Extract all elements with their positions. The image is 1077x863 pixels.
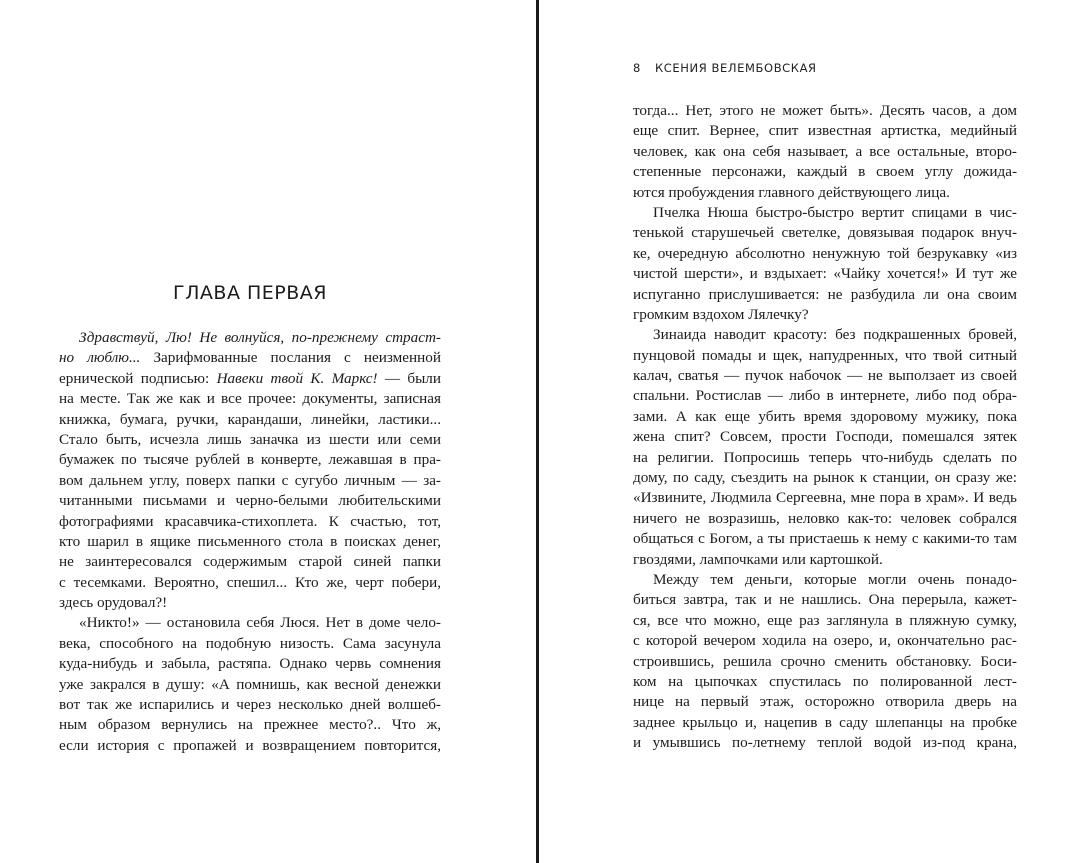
text-line — [633, 570, 1017, 590]
text-line — [59, 348, 441, 368]
text-line — [59, 430, 441, 450]
text-run: спальни. Ростислав — либо в интернете, либо под обра- — [633, 387, 1017, 405]
text-run: бумажек по тысяче рублей в конверте, лежавшая в пра- — [59, 451, 441, 469]
text-run: чистой шерсти», и вздыхает: «Чайку хочется!» И тут же — [633, 265, 1017, 283]
text-line — [59, 328, 441, 348]
text-run: калач, сватья — пучок набочок — не выползает из своей — [633, 367, 1017, 385]
text-line — [633, 346, 1017, 366]
text-run: Зарифмованные послания с неизменной — [140, 349, 441, 367]
text-run: ным образом вернулись на прежнее место?.. Что ж, — [59, 716, 441, 734]
text-line — [633, 488, 1017, 508]
text-run: читанными письмами и черно-белыми любительскими — [59, 492, 441, 510]
text-run: «Извините, Людмила Сергеевна, мне пора в храм». И ведь — [633, 489, 1017, 507]
text-line — [633, 692, 1017, 712]
text-run: и умывшись по-летнему теплой водой из-под крана, — [633, 734, 1017, 752]
text-run: «Никто!» — остановила себя Люся. Нет в доме чело- — [79, 614, 441, 632]
text-line — [59, 512, 441, 532]
text-line — [633, 305, 1017, 325]
text-line — [59, 593, 441, 613]
text-run: если история с пропажей и возвращением повторится, — [59, 736, 441, 754]
text-run: громким вздохом Лялечку? — [633, 305, 809, 323]
text-run: зами. А как еще убить время здоровому мужику, пока — [633, 407, 1017, 425]
text-run: вот так же испарились и через несколько дней волшеб- — [59, 696, 441, 714]
text-run: ернической подписью: — [59, 369, 217, 387]
text-line — [633, 285, 1017, 305]
text-line — [633, 529, 1017, 549]
text-run: испуганно прислушивается: не разбудила ли она своим — [633, 285, 1017, 303]
text-run: фотографиями красавчика-стихоплета. К счастью, тот, — [59, 512, 441, 530]
text-line — [633, 590, 1017, 610]
text-run: не заинтересовался содержимым старой синей папки — [59, 553, 441, 571]
text-run: тенькой старушечьей светелке, довязывая подарок внуч- — [633, 224, 1017, 242]
chapter-title: ГЛАВА ПЕРВАЯ — [173, 282, 327, 304]
italic-run: Здравствуй, Лю! Не волнуйся, по-прежнему страст- — [79, 329, 441, 346]
text-run: ке, очередную абсолютно ненужную той безрукавку «из — [633, 244, 1017, 262]
text-line — [633, 366, 1017, 386]
text-line — [59, 471, 441, 491]
italic-run: Навеки твой К. Маркс! — [216, 369, 378, 387]
text-run: еще спит. Вернее, спит известная артистка, медийный — [633, 122, 1017, 140]
text-line — [59, 695, 441, 715]
text-run: степенные персонажи, каждый в своем углу дожида- — [633, 163, 1017, 181]
text-line — [633, 264, 1017, 284]
text-line — [59, 715, 441, 735]
text-run: куда-нибудь и забыла, растяпа. Однако червь сомнения — [59, 655, 441, 673]
text-run: гвоздями, лампочками или картошкой. — [633, 550, 883, 568]
text-run: книжка, бумага, ручки, карандаши, линейки, ластики... — [59, 410, 441, 428]
text-line — [59, 491, 441, 511]
text-run: жена спит? Совсем, прости Господи, помешался зятек — [633, 428, 1017, 446]
text-line — [59, 634, 441, 654]
text-run: биться завтра, так и не нашлись. Она перерыла, кажет- — [633, 591, 1017, 609]
text-line — [633, 203, 1017, 223]
text-line — [633, 631, 1017, 651]
text-run: здесь орудовал?! — [59, 594, 168, 612]
italic-run: но люблю... — [59, 349, 141, 367]
text-line — [633, 121, 1017, 141]
text-line — [633, 142, 1017, 162]
page-number: 8 — [633, 61, 641, 75]
text-line — [633, 244, 1017, 264]
text-run: вом дальнем углу, поверх папки с сугубо личным — за- — [59, 471, 441, 489]
text-run: Пчелка Нюша быстро-быстро вертит спицами в чис- — [653, 203, 1017, 221]
text-line — [59, 736, 441, 756]
book-spine-divider — [536, 0, 539, 863]
text-line — [59, 369, 441, 389]
text-run: пунцовой помады и щек, напудренных, что твой ситный — [633, 346, 1017, 364]
running-head — [633, 61, 817, 75]
running-head-author: КСЕНИЯ ВЕЛЕМБОВСКАЯ — [655, 61, 817, 75]
text-line — [633, 733, 1017, 753]
text-run: нице на первый этаж, осторожно отворила дверь на — [633, 693, 1017, 711]
text-line — [633, 183, 1017, 203]
text-line — [633, 223, 1017, 243]
text-line — [59, 573, 441, 593]
text-line — [59, 450, 441, 470]
text-line — [633, 509, 1017, 529]
text-line — [633, 325, 1017, 345]
text-run: человек, как она себя называет, а все остальные, второ- — [633, 142, 1017, 160]
text-run: строившись, решила срочно сменить обстановку. Боси- — [633, 652, 1017, 670]
text-line — [633, 101, 1017, 121]
text-line — [633, 713, 1017, 733]
text-line — [59, 389, 441, 409]
text-line — [633, 386, 1017, 406]
text-run: с тесемками. Вероятно, спешил... Кто же, черт побери, — [59, 573, 441, 591]
text-run: Между тем деньги, которые могли очень понадо- — [653, 570, 1017, 588]
text-run: ются пробуждения главного действующего лица. — [633, 183, 950, 201]
text-line — [633, 407, 1017, 427]
text-run: заднее крыльцо и, нацепив в саду шлепанцы на пробке — [633, 713, 1017, 731]
text-line — [59, 410, 441, 430]
text-run: ничего не возразишь, неловко как-то: человек собрался — [633, 509, 1017, 527]
text-line — [59, 552, 441, 572]
text-run: ся, все что можно, еще раз заглянула в пляжную сумку, — [633, 611, 1017, 629]
text-run: Стало быть, исчезла лишь заначка из шести или семи — [59, 430, 441, 448]
right-page-text — [633, 101, 1017, 754]
text-run: — были — [377, 369, 442, 387]
text-run: с которой вечером ходила на озеро, и, окончательно рас- — [633, 632, 1017, 650]
text-line — [59, 654, 441, 674]
text-run: тогда... Нет, этого не может быть». Десять часов, а дом — [633, 102, 1017, 119]
left-page-text — [59, 328, 441, 756]
text-line — [633, 652, 1017, 672]
text-run: дому, по саду, съездить на рынок к станции, он сразу же: — [633, 469, 1017, 487]
text-run: ком на цыпочках спустилась по полированной лест- — [633, 672, 1017, 690]
text-line — [59, 613, 441, 633]
text-line — [633, 448, 1017, 468]
text-run: общаться с Богом, а ты пристаешь к нему с какими-то там — [633, 530, 1017, 548]
text-line — [633, 672, 1017, 692]
text-run: кто шарил в ящике письменного стола в поисках денег, — [59, 532, 441, 550]
text-line — [633, 427, 1017, 447]
text-line — [59, 532, 441, 552]
text-run: века, способного на подобную низость. Сама засунула — [59, 634, 441, 652]
text-run: на религии. Попросишь теперь что-нибудь сделать по — [633, 448, 1017, 466]
text-run: на месте. Так же как и все прочее: документы, записная — [59, 390, 441, 408]
text-run: уже закрался в душу: «А помнишь, как весной денежки — [59, 675, 441, 693]
text-run: Зинаида наводит красоту: без подкрашенных бровей, — [653, 326, 1017, 344]
text-line — [633, 611, 1017, 631]
text-line — [633, 468, 1017, 488]
text-line — [633, 162, 1017, 182]
text-line — [59, 675, 441, 695]
text-line — [633, 550, 1017, 570]
